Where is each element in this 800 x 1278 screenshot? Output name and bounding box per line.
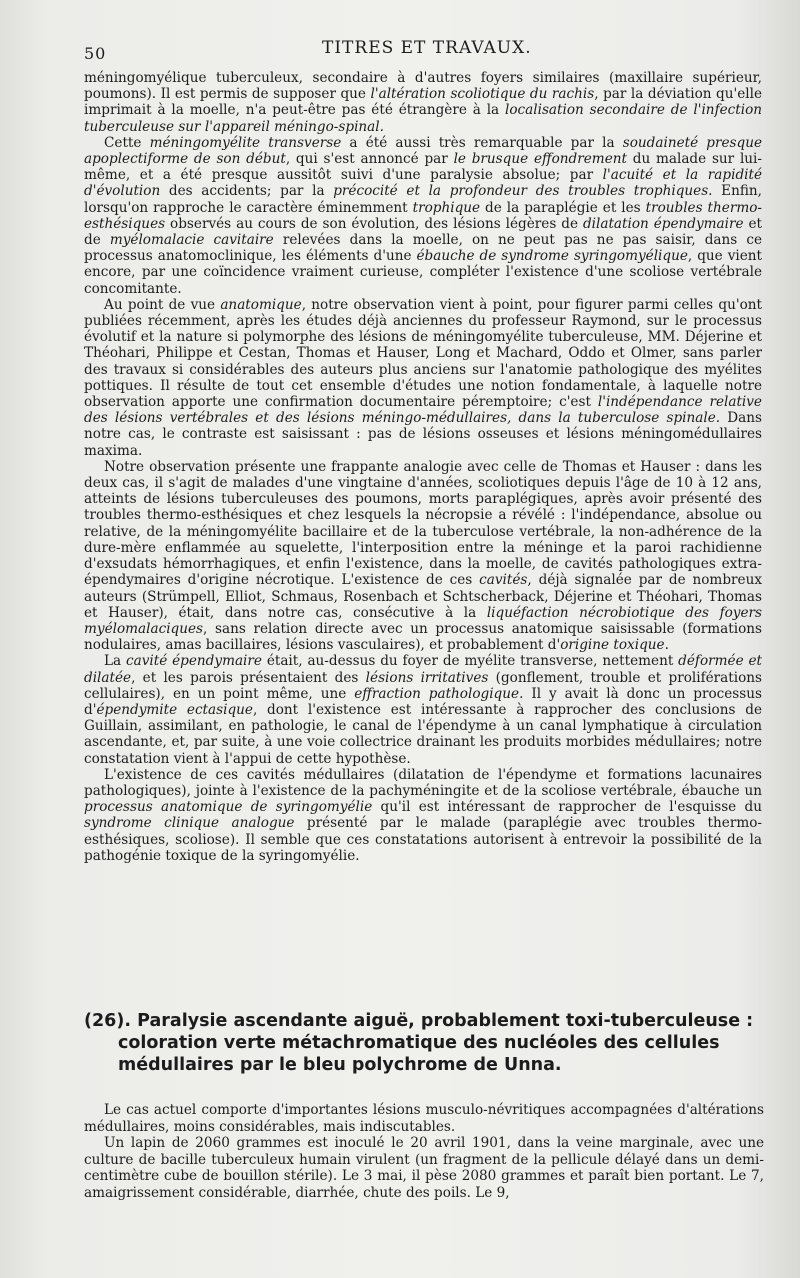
text-run: , dont l'existence est intéressante à rapprocher des conclusions de Guillain, assimilant, en pathologie, le canal de l'épendyme à un canal lymphatique à circulation ascendante, et, par suite, à une voie collectrice drainant les produits morbides médullaires; notre constatation vient à l'appui de cette hypothèse. bbox=[84, 701, 762, 767]
italic-run: syndrome clinique analogue bbox=[84, 815, 295, 832]
italic-run: cavité épendymaire bbox=[126, 653, 262, 670]
italic-run: effraction pathologique bbox=[354, 685, 520, 702]
italic-run: ébauche de syndrome syringomyélique bbox=[416, 248, 688, 265]
text-run: a été aussi très remarquable par la bbox=[341, 134, 623, 151]
text-run: , que vient encore, par une coïncidence vraiment curieuse, compléter l'existence d'une scoliose vertébrale concomitante. bbox=[84, 248, 762, 297]
italic-run: origine toxique bbox=[560, 637, 665, 654]
text-run: des accidents; par la bbox=[160, 183, 334, 200]
italic-run: processus anatomique de syringomyélie bbox=[84, 799, 373, 816]
text-run: , sans relation directe avec un processus anatomique saisissable (formations nodulaires, amas bacillaires, lésions vasculaires), et probablement d' bbox=[84, 620, 762, 654]
italic-run: soudaineté presque apoplectiforme de son début bbox=[84, 134, 763, 168]
text-run: L'existence de ces cavités médullaires (dilatation de l'épendyme et formations lacunaires pathologiques), jointe à l'existence de la pachyméningite et de la scoliose vertébrale, ébauche un bbox=[84, 766, 762, 799]
italic-run: précocité et la profondeur des troubles trophiques bbox=[333, 183, 709, 200]
italic-run: anatomique bbox=[220, 296, 302, 313]
text-run: , déjà signalée par de nombreux auteurs (Strümpell, Elliot, Schmaus, Rosenbach et Schtscherback, Déjerine et Théohari, Thomas et Hauser), était, dans notre cas, consécutive à la bbox=[84, 572, 762, 621]
text-run: . bbox=[664, 637, 669, 654]
italic-run: cavités bbox=[479, 572, 528, 589]
text-run: présenté par le malade (paraplégie avec troubles thermo-esthésiques, scoliose). Il semble que ces constatations autorisent à entrevoir la possibilité de la pathogénie toxique de la syringomyélie. bbox=[84, 815, 762, 864]
italic-run: épendymite ectasique bbox=[96, 701, 253, 718]
text-run: Au point de vue bbox=[104, 296, 221, 313]
italic-run: liquéfaction nécrobiotique des foyers myélomalaciques bbox=[84, 604, 763, 637]
text-run: observés au cours de son évolution, des lésions légères de bbox=[165, 215, 583, 232]
paragraph bbox=[84, 459, 762, 653]
text-run: et de bbox=[84, 215, 762, 249]
main-text bbox=[84, 70, 762, 864]
text-run: . Il y avait là donc un processus d' bbox=[84, 685, 762, 718]
italic-run: dilatation épendymaire bbox=[582, 215, 744, 232]
text-run: Cette bbox=[104, 134, 150, 151]
section-heading: (26). Paralysie ascendante aiguë, probablement toxi-tuberculeuse : coloration verte métachromatique des nucléoles des cellules médullaires par le bleu polychrome de Unna. bbox=[84, 1011, 754, 1075]
text-run: Notre observation présente une frappante analogie avec celle de Thomas et Hauser : dans les deux cas, il s'agit de malades d'une vingtaine d'années, scoliotiques depuis l'âge de 10 à 12 ans, atteints de lésions tuberculeuses des poumons, morts paraplégiques, après avoir présenté des troubles thermo-esthésiques et chez lesquels la nécropsie a révélé : l'indépendance, absolue ou relative, de la méningomyélite bacillaire et de la tuberculose vertébrale, la non-adhérence de la dure-mère enflammée au squelette, l'interposition entre la méninge et la paroi rachidienne d'exsudats hémorrhagiques, et enfin l'existence, dans la moelle, de cavités pathologiques extra-épendymaires d'origine nécrotique. L'existence de ces bbox=[84, 458, 762, 589]
section-26 bbox=[84, 1010, 764, 1201]
italic-run: méningomyélite transverse bbox=[149, 134, 342, 151]
italic-run: le brusque effondrement bbox=[453, 151, 627, 168]
italic-run: myélomalacie cavitaire bbox=[109, 232, 274, 249]
paragraph bbox=[84, 297, 762, 459]
text-run: . Enfin, lorsqu'on rapproche le caractère éminemment bbox=[84, 183, 762, 216]
text-run: , et les parois présentaient des bbox=[131, 669, 366, 686]
text-run: , par la déviation qu'elle imprimait à la moelle, n'a peut-être pas été étrangère à la bbox=[84, 86, 763, 119]
text-run: (gonflement, trouble et proliférations cellulaires), en un point même, une bbox=[84, 669, 762, 702]
text-run: La bbox=[104, 653, 127, 670]
paragraph bbox=[84, 135, 762, 297]
paragraph bbox=[84, 70, 762, 135]
italic-run: l'acuité et la rapidité d'évolution bbox=[84, 167, 763, 200]
paragraph bbox=[84, 767, 762, 864]
text-run: , notre observation vient à point, pour figurer parmi celles qu'ont publiées récemment, après les études déjà anciennes du professeur Raymond, sur le processus évolutif et la nature si polymorphe des lésions de méningomyélite tuberculeuse, MM. Déjerine et Théohari, Philippe et Cestan, Thomas et Hauser, Long et Machard, Oddo et Olmer, sans parler des travaux si considérables des auteurs plus anciens sur l'anatomie pathologique des myélites pottiques. Il résulte de tout cet ensemble d'études une notion fondamentale, à laquelle notre observation apporte une confirmation documentaire péremptoire; c'est bbox=[84, 296, 762, 411]
text-run: qu'il est intéressant de rapprocher de l'esquisse du bbox=[372, 799, 762, 816]
running-title: TITRES ET TRAVAUX. bbox=[322, 38, 532, 58]
italic-run: l'altération scoliotique du rachis bbox=[370, 86, 595, 103]
paragraph bbox=[84, 653, 762, 766]
text-run: relevées dans la moelle, on ne peut pas ne pas saisir, dans ce processus anatomoclinique, les éléments d'une bbox=[84, 232, 762, 265]
text-run: du malade sur lui-même, et a été presque aussitôt suivi d'une paralysie absolue; par bbox=[84, 151, 763, 184]
page-number: 50 bbox=[84, 44, 107, 63]
section-body bbox=[84, 1102, 764, 1201]
italic-run: trophique bbox=[412, 199, 481, 216]
paragraph: Le cas actuel comporte d'importantes lésions musculo-névritiques accompagnées d'altérations médullaires, moins considérables, mais indiscutables. bbox=[84, 1102, 764, 1135]
italic-run: l'indépendance relative des lésions vertébrales et des lésions méningo-médullaires, dans la tuberculose spinale. bbox=[84, 394, 762, 427]
italic-run: localisation secondaire de l'infection tuberculeuse sur l'appareil méningo-spinal. bbox=[84, 102, 763, 135]
text-run: méningomyélique tuberculeux, secondaire à d'autres foyers similaires (maxillaire supérieur, poumons). Il est permis de supposer que bbox=[84, 70, 762, 103]
italic-run: troubles thermo-esthésiques bbox=[84, 199, 762, 232]
text-run: Dans notre cas, le contraste est saisissant : pas de lésions osseuses et lésions méningomédullaires maxima. bbox=[84, 410, 762, 459]
text-run: de la paraplégie et les bbox=[480, 199, 646, 216]
paragraph: Un lapin de 2060 grammes est inoculé le 20 avril 1901, dans la veine marginale, avec une culture de bacille tuberculeux humain virulent (un fragment de la pellicule délayé dans un demi-centimètre cube de bouillon stérile). Le 3 mai, il pèse 2080 grammes et paraît bien portant. Le 7, amaigrissement considérable, diarrhée, chute des poils. Le 9, bbox=[84, 1135, 764, 1201]
text-run: était, au-dessus du foyer de myélite transverse, nettement bbox=[261, 653, 679, 670]
text-run: , qui s'est annoncé par bbox=[285, 151, 454, 168]
italic-run: déformée et dilatée bbox=[84, 653, 762, 686]
italic-run: lésions irritatives bbox=[365, 669, 489, 686]
